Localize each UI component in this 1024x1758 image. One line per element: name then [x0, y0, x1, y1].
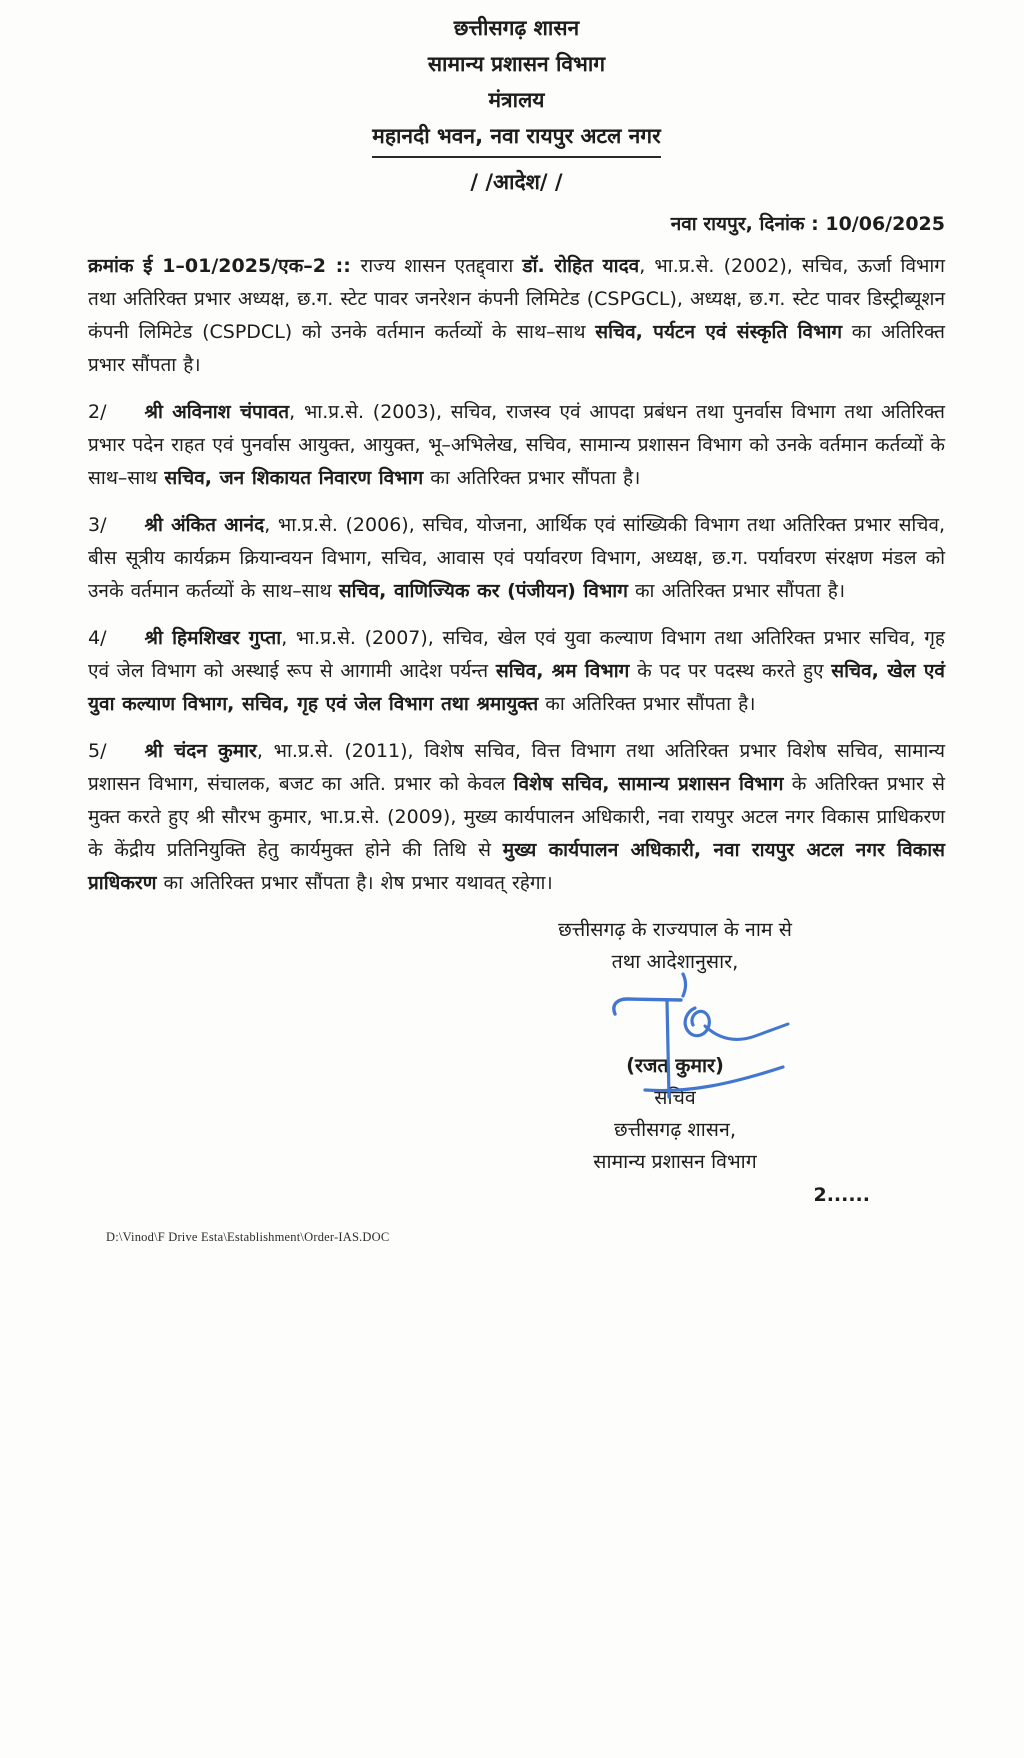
emphasized-text: सचिव, श्रम विभाग [495, 660, 630, 682]
body-text: का अतिरिक्त प्रभार सौंपता है। शेष प्रभार यथावत् रहेगा। [156, 872, 553, 894]
order-paragraph-1 [88, 250, 945, 382]
signature-block [445, 914, 905, 1178]
body-text: , भा.प्र.से. (2002), सचिव, ऊर्जा विभाग तथा अतिरिक्त प्रभार अध्यक्ष, छ.ग. स्टेट पावर जनरेशन कंपनी लिमिटेड (CSPGCL), अध्यक्ष, छ.ग. स्टेट पावर डिस्ट्रीब्यूशन कंपनी लिमिटेड (CSPDCL) को उनके वर्तमान कर्तव्यों के साथ–साथ [88, 255, 945, 343]
body-text: , भा.प्र.से. (2007), सचिव, खेल एवं युवा कल्याण विभाग तथा अतिरिक्त प्रभार सचिव, गृह एवं जेल विभाग को अस्थाई रूप से आगामी आदेश पर्यन्त [88, 627, 945, 682]
document-header [88, 10, 945, 158]
body-text: 2/ [88, 401, 145, 423]
emphasized-text: सचिव, जन शिकायत निवारण विभाग [164, 467, 424, 489]
order-body [88, 250, 945, 900]
emphasized-text: श्री अविनाश चंपावत [144, 401, 290, 423]
header-department-name: सामान्य प्रशासन विभाग [427, 52, 606, 76]
emphasized-text: विशेष सचिव, सामान्य प्रशासन विभाग [513, 773, 784, 795]
body-text: 4/ [88, 627, 145, 649]
order-paragraph-3 [88, 509, 945, 608]
order-paragraph-4 [88, 622, 945, 721]
emphasized-text: श्री हिमशिखर गुप्ता [144, 627, 282, 649]
emphasized-text: मुख्य कार्यपालन अधिकारी, नवा रायपुर अटल नगर विकास प्राधिकरण [88, 839, 946, 894]
signatory-name: (रजत कुमार) [626, 1054, 724, 1077]
body-text: 5/ [88, 740, 145, 762]
body-text: , भा.प्र.से. (2006), सचिव, योजना, आर्थिक एवं सांख्यिकी विभाग तथा अतिरिक्त प्रभार सचिव, बीस सूत्रीय कार्यक्रम क्रियान्वयन विभाग, सचिव, आवास एवं पर्यावरण विभाग, अध्यक्ष, छ.ग. पर्यावरण संरक्षण मंडल को उनके वर्तमान कर्तव्यों के साथ–साथ [88, 514, 946, 602]
on-behalf-line-2: तथा आदेशानुसार, [611, 950, 739, 973]
emphasized-text: सचिव, पर्यटन एवं संस्कृति विभाग [595, 321, 843, 343]
emphasized-text: श्री अंकित आनंद [144, 514, 265, 536]
emphasized-text: श्री चंदन कुमार [144, 740, 257, 762]
order-title: / /आदेश/ / [470, 170, 563, 194]
body-text: राज्य शासन एतद्द्वारा [360, 255, 523, 277]
on-behalf-line-1: छत्तीसगढ़ के राज्यपाल के नाम से [558, 918, 792, 941]
order-paragraph-2 [88, 396, 945, 495]
place-and-date-line: नवा रायपुर, दिनांक : 10/06/2025 [670, 213, 945, 235]
body-text: का अतिरिक्त प्रभार सौंपता है। [538, 693, 756, 715]
signatory-org-line-1: छत्तीसगढ़ शासन, [613, 1118, 737, 1141]
body-text: 3/ [88, 514, 145, 536]
emphasized-text: डॉ. रोहित यादव [522, 255, 640, 277]
next-page-indicator: 2...... [813, 1184, 870, 1206]
body-text: का अतिरिक्त प्रभार सौंपता है। [627, 580, 846, 602]
header-address-line [88, 118, 945, 158]
body-text: , भा.प्र.से. (2003), सचिव, राजस्व एवं आपदा प्रबंधन तथा पुनर्वास विभाग तथा अतिरिक्त प्रभार पदेन राहत एवं पुनर्वास आयुक्त, आयुक्त, भू–अभिलेख, सचिव, सामान्य प्रशासन विभाग को उनके वर्तमान कर्तव्यों के साथ–साथ [88, 401, 945, 489]
emphasized-text: सचिव, खेल एवं युवा कल्याण विभाग, सचिव, गृह एवं जेल विभाग तथा श्रमायुक्त [88, 660, 945, 715]
document-file-path: D:\Vinod\F Drive Esta\Establishment\Order-IAS.DOC [106, 1230, 390, 1244]
header-ministry: मंत्रालय [488, 88, 545, 112]
signatory-org-line-2: सामान्य प्रशासन विभाग [593, 1150, 757, 1173]
emphasized-text: सचिव, वाणिज्यिक कर (पंजीयन) विभाग [338, 580, 628, 602]
header-address-underlined: महानदी भवन, नवा रायपुर अटल नगर [372, 118, 660, 158]
emphasized-text: क्रमांक ई 1–01/2025/एक–2 :: [88, 255, 361, 277]
body-text: का अतिरिक्त प्रभार सौंपता है। [88, 321, 945, 376]
body-text: के पद पर पदस्थ करते हुए [629, 660, 832, 682]
body-text: के अतिरिक्त प्रभार से मुक्त करते हुए श्री सौरभ कुमार, भा.प्र.से. (2009), मुख्य कार्यपालन अधिकारी, नवा रायपुर अटल नगर विकास प्राधिकरण के केंद्रीय प्रतिनियुक्ति हेतु कार्यमुक्त होने की तिथि से [88, 773, 945, 861]
order-paragraph-5 [88, 735, 945, 900]
body-text: का अतिरिक्त प्रभार सौंपता है। [423, 467, 641, 489]
signatory-designation: सचिव [654, 1086, 696, 1109]
header-government-name: छत्तीसगढ़ शासन [453, 16, 580, 40]
body-text: , भा.प्र.से. (2011), विशेष सचिव, वित्त विभाग तथा अतिरिक्त प्रभार विशेष सचिव, सामान्य प्रशासन विभाग, संचालक, बजट का अति. प्रभार को केवल [88, 740, 945, 795]
